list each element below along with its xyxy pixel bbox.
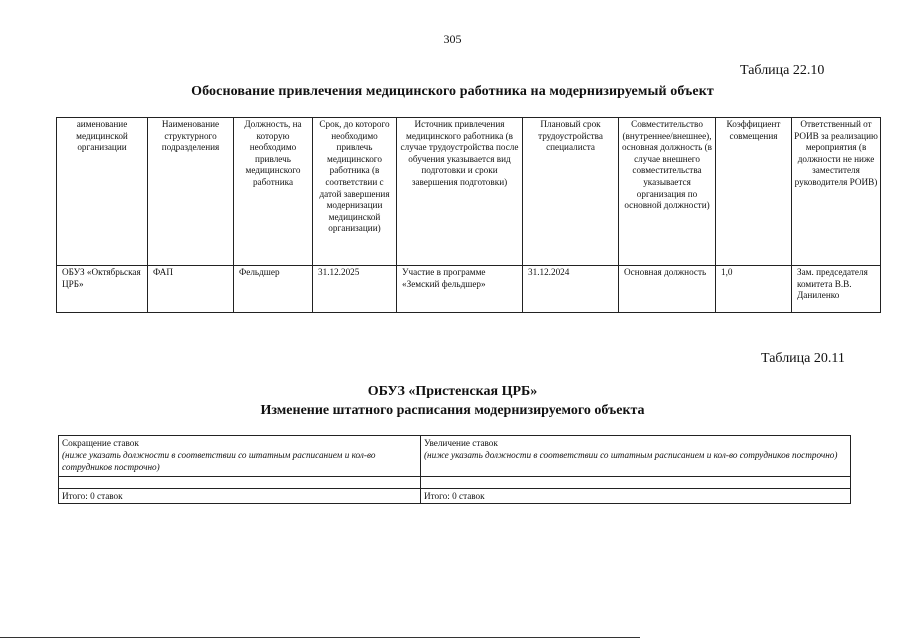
table-row (59, 477, 851, 489)
increase-header-cell (421, 436, 851, 477)
table-cell: Основная должность (619, 266, 716, 313)
table-cell (59, 477, 421, 489)
scan-edge-line (0, 637, 640, 638)
header-cell: Должность, на которую необходимо привлечь медицинского работника (234, 118, 313, 266)
table-header-row (59, 436, 851, 477)
header-cell: аименование медицинской организации (57, 118, 148, 266)
header-cell: Коэффициент совмещения (716, 118, 792, 266)
table-caption: Таблица 22.10 (740, 63, 825, 78)
reduction-header: Сокращение ставок (62, 438, 139, 448)
table-cell (421, 477, 851, 489)
header-cell: Ответственный от РОИВ за реализацию мероприятия (в должности не ниже заместителя руководителя РОИВ) (792, 118, 881, 266)
header-cell: Срок, до которого необходимо привлечь медицинского работника (в соответствии с датой завершения модернизации медицинской организации) (313, 118, 397, 266)
increase-header: Увеличение ставок (424, 438, 498, 448)
table-title: Обоснование привлечения медицинского работника на модернизируемый объект (191, 84, 714, 99)
header-cell: Плановый срок трудоустройства специалиста (523, 118, 619, 266)
justification-table (56, 117, 881, 313)
increase-total: Итого: 0 ставок (421, 489, 851, 504)
table-cell: 1,0 (716, 266, 792, 313)
reduction-header-cell (59, 436, 421, 477)
table-cell: Фельдшер (234, 266, 313, 313)
table-header-row (57, 118, 881, 266)
table-cell: 31.12.2025 (313, 266, 397, 313)
table-caption: Таблица 20.11 (761, 351, 845, 366)
increase-note: (ниже указать должности в соответствии со штатным расписанием и кол-во сотрудников построчно) (424, 450, 838, 460)
table-cell: Зам. председателя комитета В.В. Даниленко (792, 266, 881, 313)
page-number: 305 (443, 32, 462, 46)
table-title: Изменение штатного расписания модернизируемого объекта (260, 403, 645, 418)
header-cell: Наименование структурного подразделения (148, 118, 234, 266)
organization-title: ОБУЗ «Пристенская ЦРБ» (367, 384, 538, 399)
header-cell: Совместительство (внутреннее/внешнее), основная должность (в случае внешнего совместительства указывается организация по основной должности) (619, 118, 716, 266)
table-cell: ОБУЗ «Октябрьская ЦРБ» (57, 266, 148, 313)
total-row (59, 489, 851, 504)
table-row (57, 266, 881, 313)
reduction-note: (ниже указать должности в соответствии со штатным расписанием и кол-во сотрудников построчно) (62, 450, 376, 472)
header-cell: Источник привлечения медицинского работника (в случае трудоустройства после обучения указывается вид подготовки и сроки завершения подготовки) (397, 118, 523, 266)
table-cell: ФАП (148, 266, 234, 313)
table-cell: 31.12.2024 (523, 266, 619, 313)
staffing-change-table (58, 435, 851, 504)
table-cell: Участие в программе «Земский фельдшер» (397, 266, 523, 313)
reduction-total: Итого: 0 ставок (59, 489, 421, 504)
